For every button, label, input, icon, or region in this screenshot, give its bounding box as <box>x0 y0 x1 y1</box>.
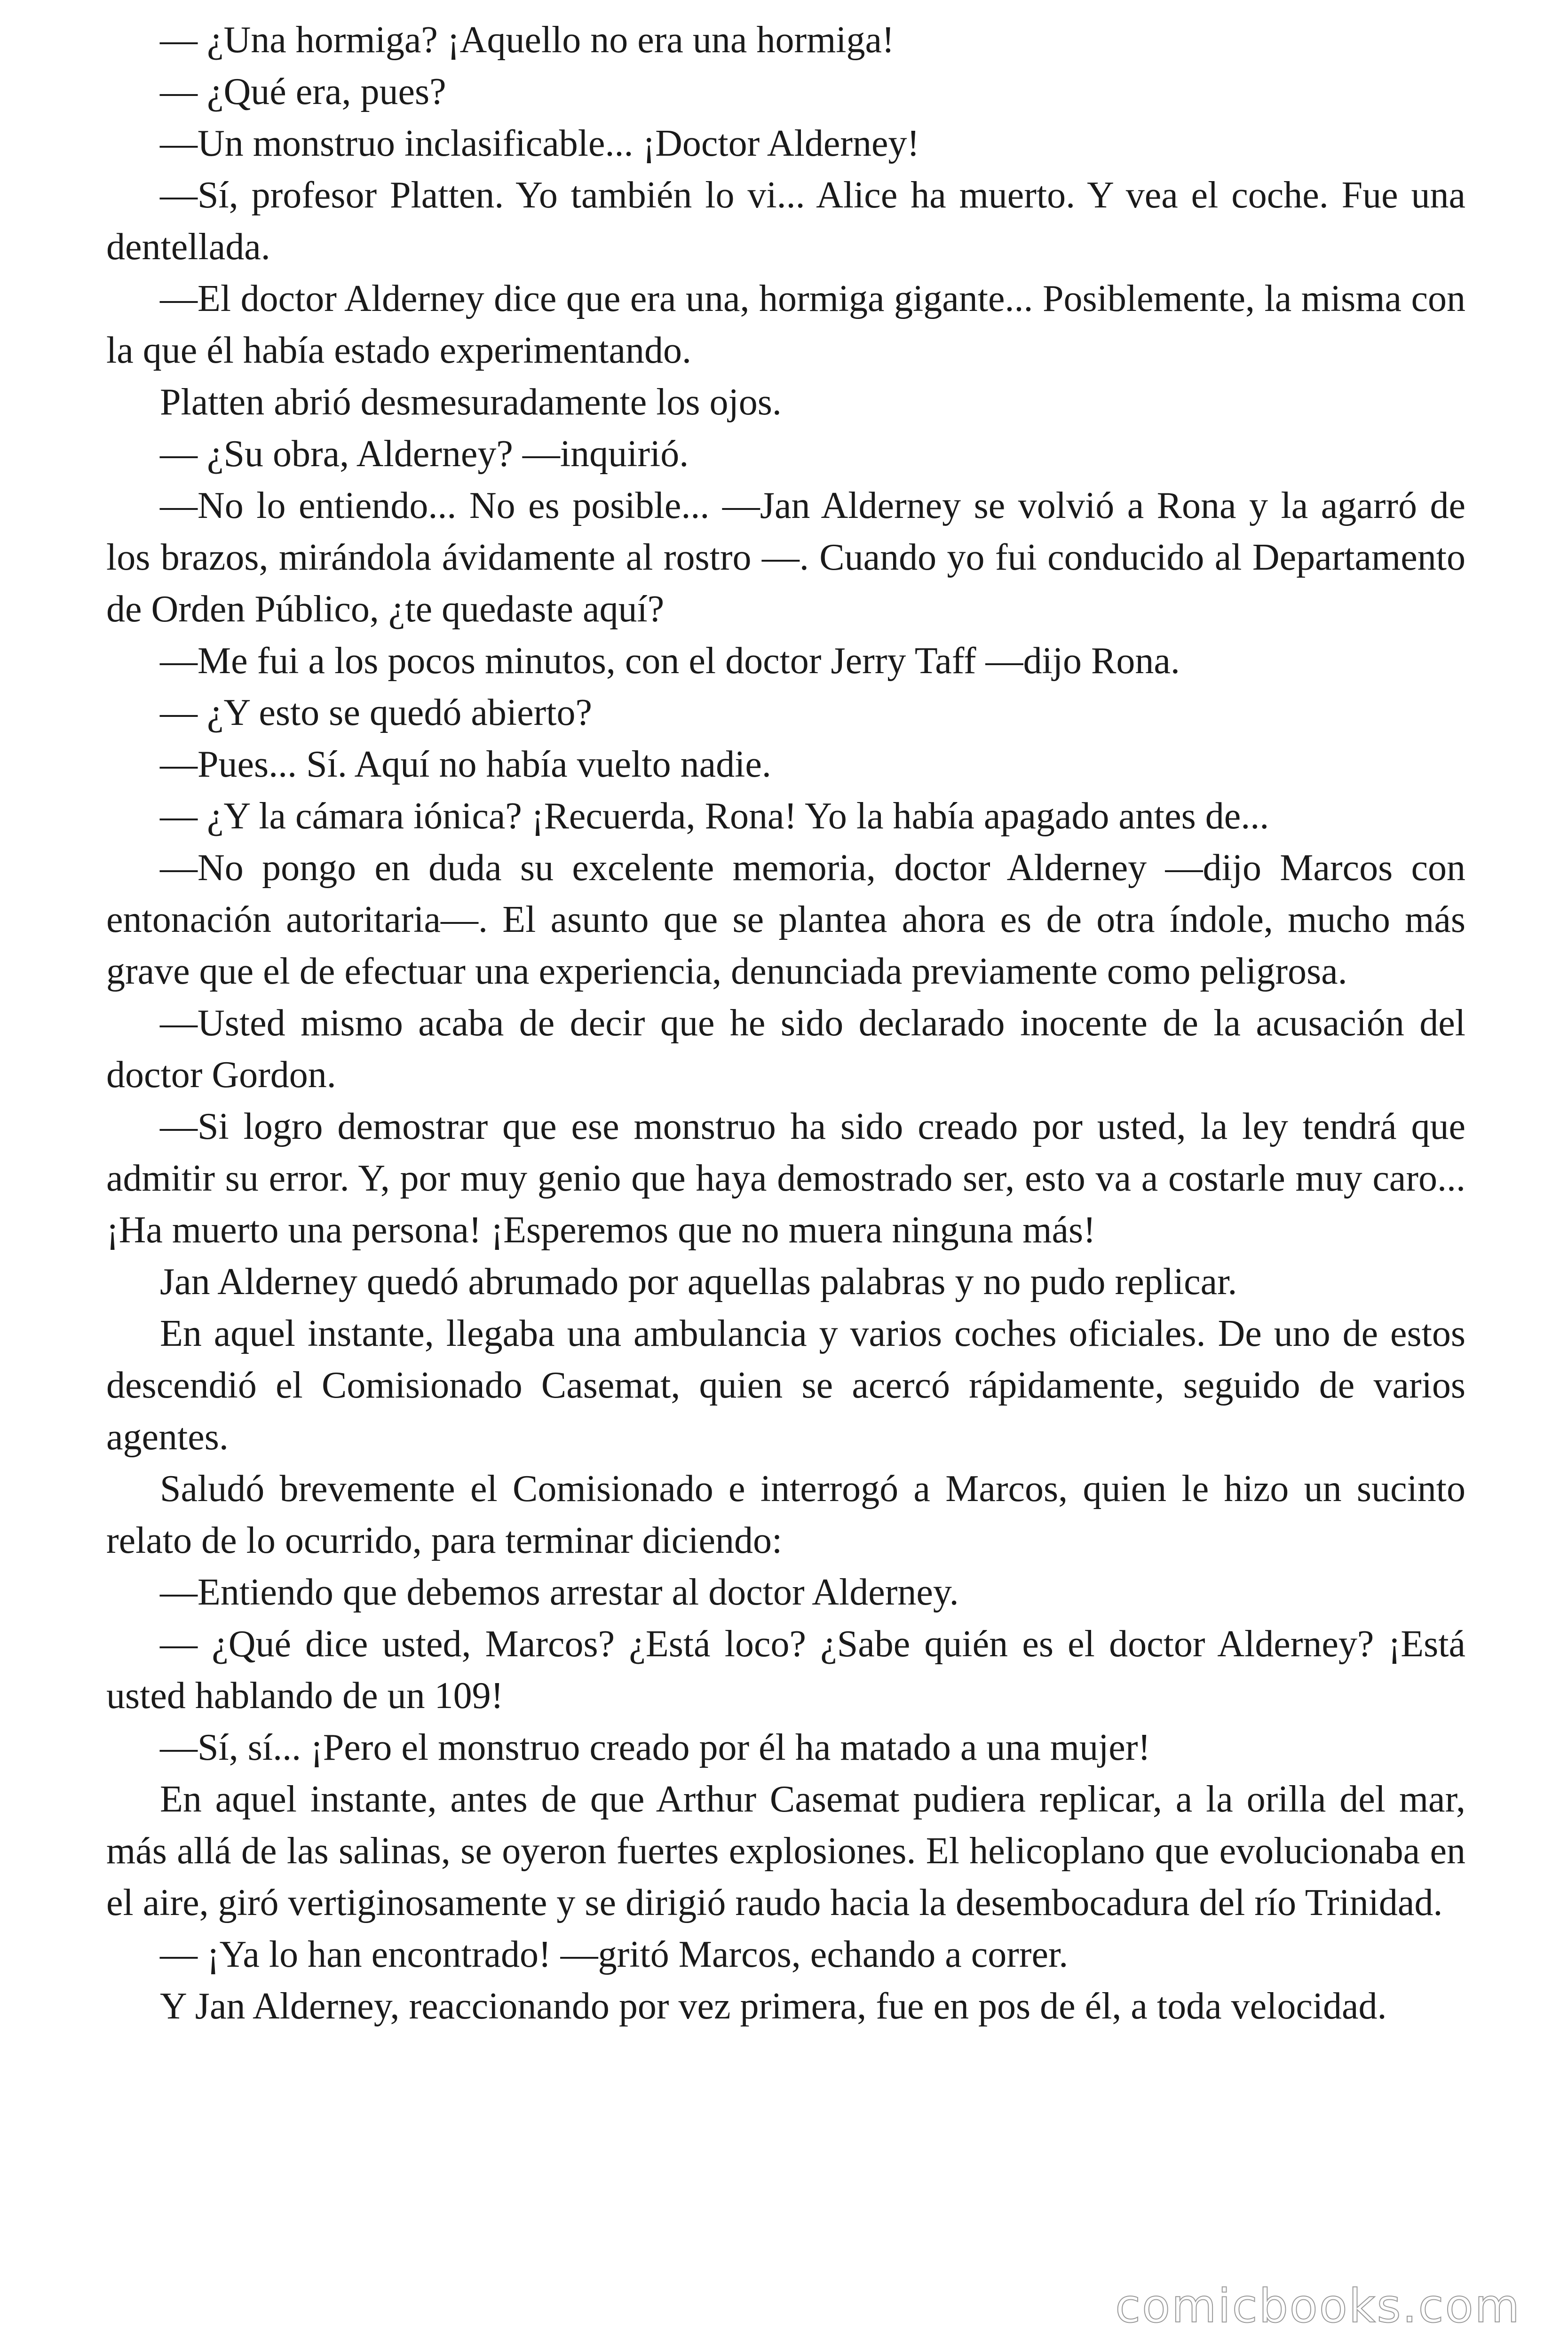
paragraph: Platten abrió desmesuradamente los ojos. <box>160 381 782 423</box>
paragraph: —Usted mismo acaba de decir que he sido declarado inocente de la acusación del doctor Gordon. <box>106 1002 1465 1096</box>
watermark-logo: comicbooks.com <box>1115 2280 1521 2333</box>
paragraph: —Un monstruo inclasificable... ¡Doctor Alderney! <box>160 123 920 164</box>
paragraph: —No lo entiendo... No es posible... —Jan Alderney se volvió a Rona y la agarró de los brazos, mirándola ávidamente al rostro —. Cuando yo fui conducido al Departamento de Orden Público, ¿te quedaste aquí? <box>106 485 1465 630</box>
paragraph: —No pongo en duda su excelente memoria, doctor Alderney —dijo Marcos con entonación autoritaria—. El asunto que se plantea ahora es de otra índole, mucho más grave que el de efectuar una experiencia, denunciada previamente como peligrosa. <box>106 847 1465 992</box>
paragraph: — ¡Ya lo han encontrado! —gritó Marcos, echando a correr. <box>160 1934 1069 1975</box>
paragraph: —Entiendo que debemos arrestar al doctor Alderney. <box>160 1572 959 1613</box>
paragraph: — ¿Qué dice usted, Marcos? ¿Está loco? ¿Sabe quién es el doctor Alderney? ¡Está usted hablando de un 109! <box>106 1623 1465 1716</box>
paragraph: —Si logro demostrar que ese monstruo ha sido creado por usted, la ley tendrá que admitir su error. Y, por muy genio que haya demostrado ser, esto va a costarle muy caro... ¡Ha muerto una persona! ¡Esperemos que no muera ninguna más! <box>106 1106 1465 1251</box>
paragraph: Jan Alderney quedó abrumado por aquellas palabras y no pudo replicar. <box>160 1261 1237 1303</box>
paragraph: Saludó brevemente el Comisionado e interrogó a Marcos, quien le hizo un sucinto relato de lo ocurrido, para terminar diciendo: <box>106 1468 1465 1561</box>
paragraph: — ¿Qué era, pues? <box>160 71 446 112</box>
paragraph: — ¿Y la cámara iónica? ¡Recuerda, Rona! Yo la había apagado antes de... <box>160 795 1269 837</box>
paragraph: En aquel instante, llegaba una ambulancia y varios coches oficiales. De uno de estos descendió el Comisionado Casemat, quien se acercó rápidamente, seguido de varios agentes. <box>106 1313 1465 1458</box>
paragraph: —Me fui a los pocos minutos, con el doctor Jerry Taff —dijo Rona. <box>160 640 1180 682</box>
paragraph: —El doctor Alderney dice que era una, hormiga gigante... Posiblemente, la misma con la que él había estado experimentando. <box>106 278 1465 371</box>
paragraph: — ¿Su obra, Alderney? —inquirió. <box>160 433 689 475</box>
paragraph: — ¿Una hormiga? ¡Aquello no era una hormiga! <box>160 19 895 61</box>
paragraph: Y Jan Alderney, reaccionando por vez primera, fue en pos de él, a toda velocidad. <box>160 1986 1387 2027</box>
paragraph: —Sí, profesor Platten. Yo también lo vi... Alice ha muerto. Y vea el coche. Fue una dentellada. <box>106 175 1465 268</box>
body-text <box>106 14 1465 2032</box>
paragraph: — ¿Y esto se quedó abierto? <box>160 692 592 733</box>
paragraph: —Sí, sí... ¡Pero el monstruo creado por él ha matado a una mujer! <box>160 1727 1151 1768</box>
paragraph: En aquel instante, antes de que Arthur Casemat pudiera replicar, a la orilla del mar, más allá de las salinas, se oyeron fuertes explosiones. El helicoplano que evolucionaba en el aire, giró vertiginosamente y se dirigió raudo hacia la desembocadura del río Trinidad. <box>106 1779 1465 1923</box>
paragraph: —Pues... Sí. Aquí no había vuelto nadie. <box>160 744 771 785</box>
